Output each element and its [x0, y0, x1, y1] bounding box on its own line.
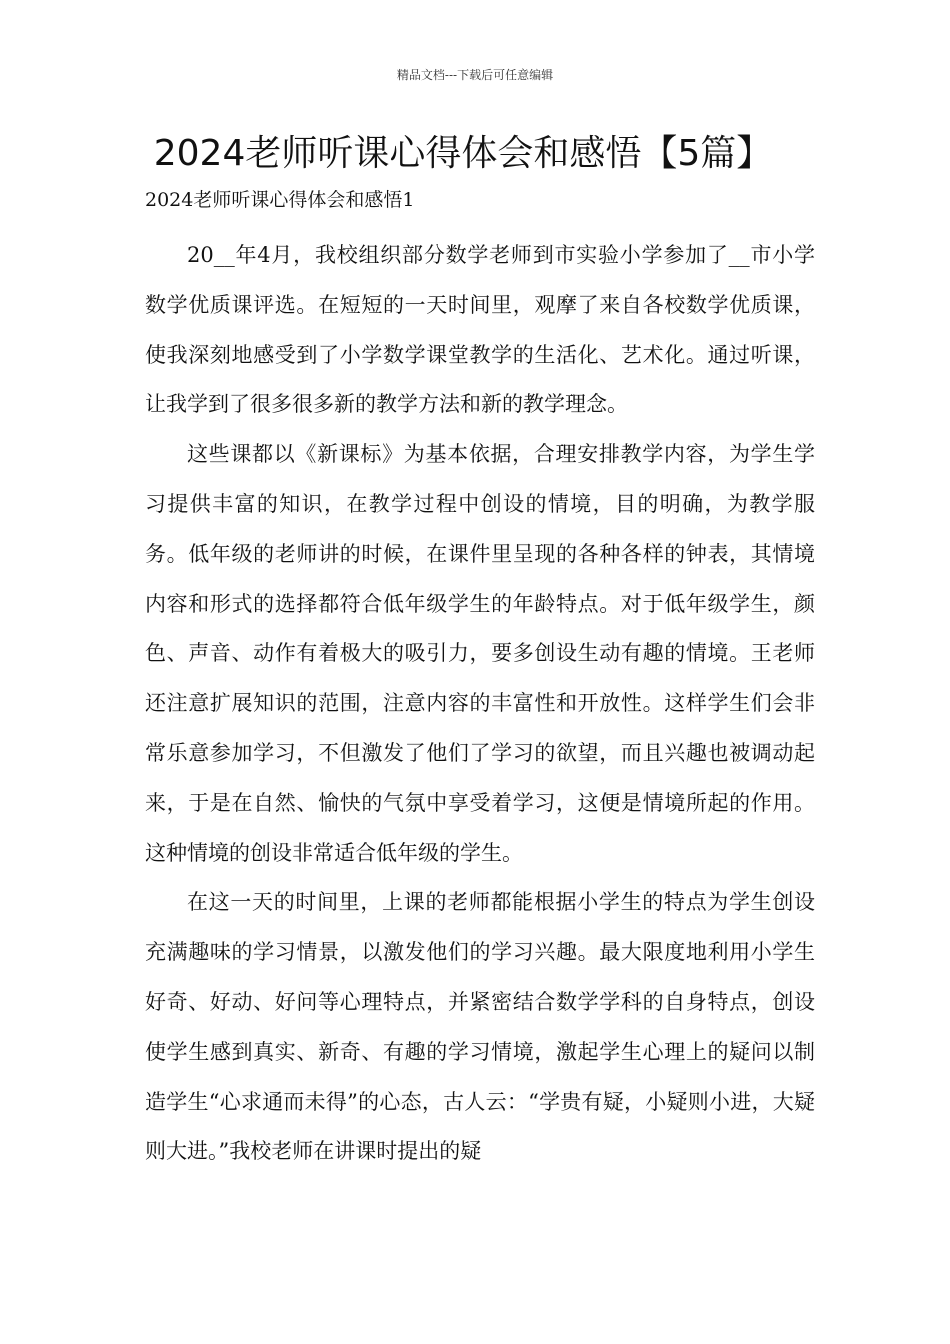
- header-note: 精品文档---下载后可任意编辑: [396, 68, 554, 82]
- paragraph: 这些课都以《新课标》为基本依据，合理安排教学内容，为学生学习提供丰富的知识，在教学过程中创设的情境，目的明确，为教学服务。低年级的老师讲的时候，在课件里呈现的各种各样的钟表，其情境内容和形式的选择都符合低年级学生的年龄特点。对于低年级学生，颜色、声音、动作有着极大的吸引力，要多创设生动有趣的情境。王老师还注意扩展知识的范围，注意内容的丰富性和开放性。这样学生们会非常乐意参加学习，不但激发了他们了学习的欲望，而且兴趣也被调动起来，于是在自然、愉快的气氛中享受着学习，这便是情境所起的作用。这种情境的创设非常适合低年级的学生。: [145, 442, 815, 865]
- document-title: 2024老师听课心得体会和感悟【5篇】: [153, 133, 773, 174]
- section-heading: 2024老师听课心得体会和感悟1: [145, 189, 415, 211]
- paragraph: 在这一天的时间里，上课的老师都能根据小学生的特点为学生创设充满趣味的学习情景，以激发他们的学习兴趣。最大限度地利用小学生好奇、好动、好问等心理特点，并紧密结合数学学科的自身特点，创设使学生感到真实、新奇、有趣的学习情境，激起学生心理上的疑问以制造学生“心求通而未得”的心态，古人云：“学贵有疑，小疑则小进，大疑则大进。”我校老师在讲课时提出的疑: [145, 890, 815, 1164]
- paragraph: 20__年4月，我校组织部分数学老师到市实验小学参加了__市小学数学优质课评选。在短短的一天时间里，观摩了来自各校数学优质课，使我深刻地感受到了小学数学课堂教学的生活化、艺术化。通过听课，让我学到了很多很多新的教学方法和新的教学理念。: [145, 243, 815, 417]
- body-text: [145, 231, 815, 1177]
